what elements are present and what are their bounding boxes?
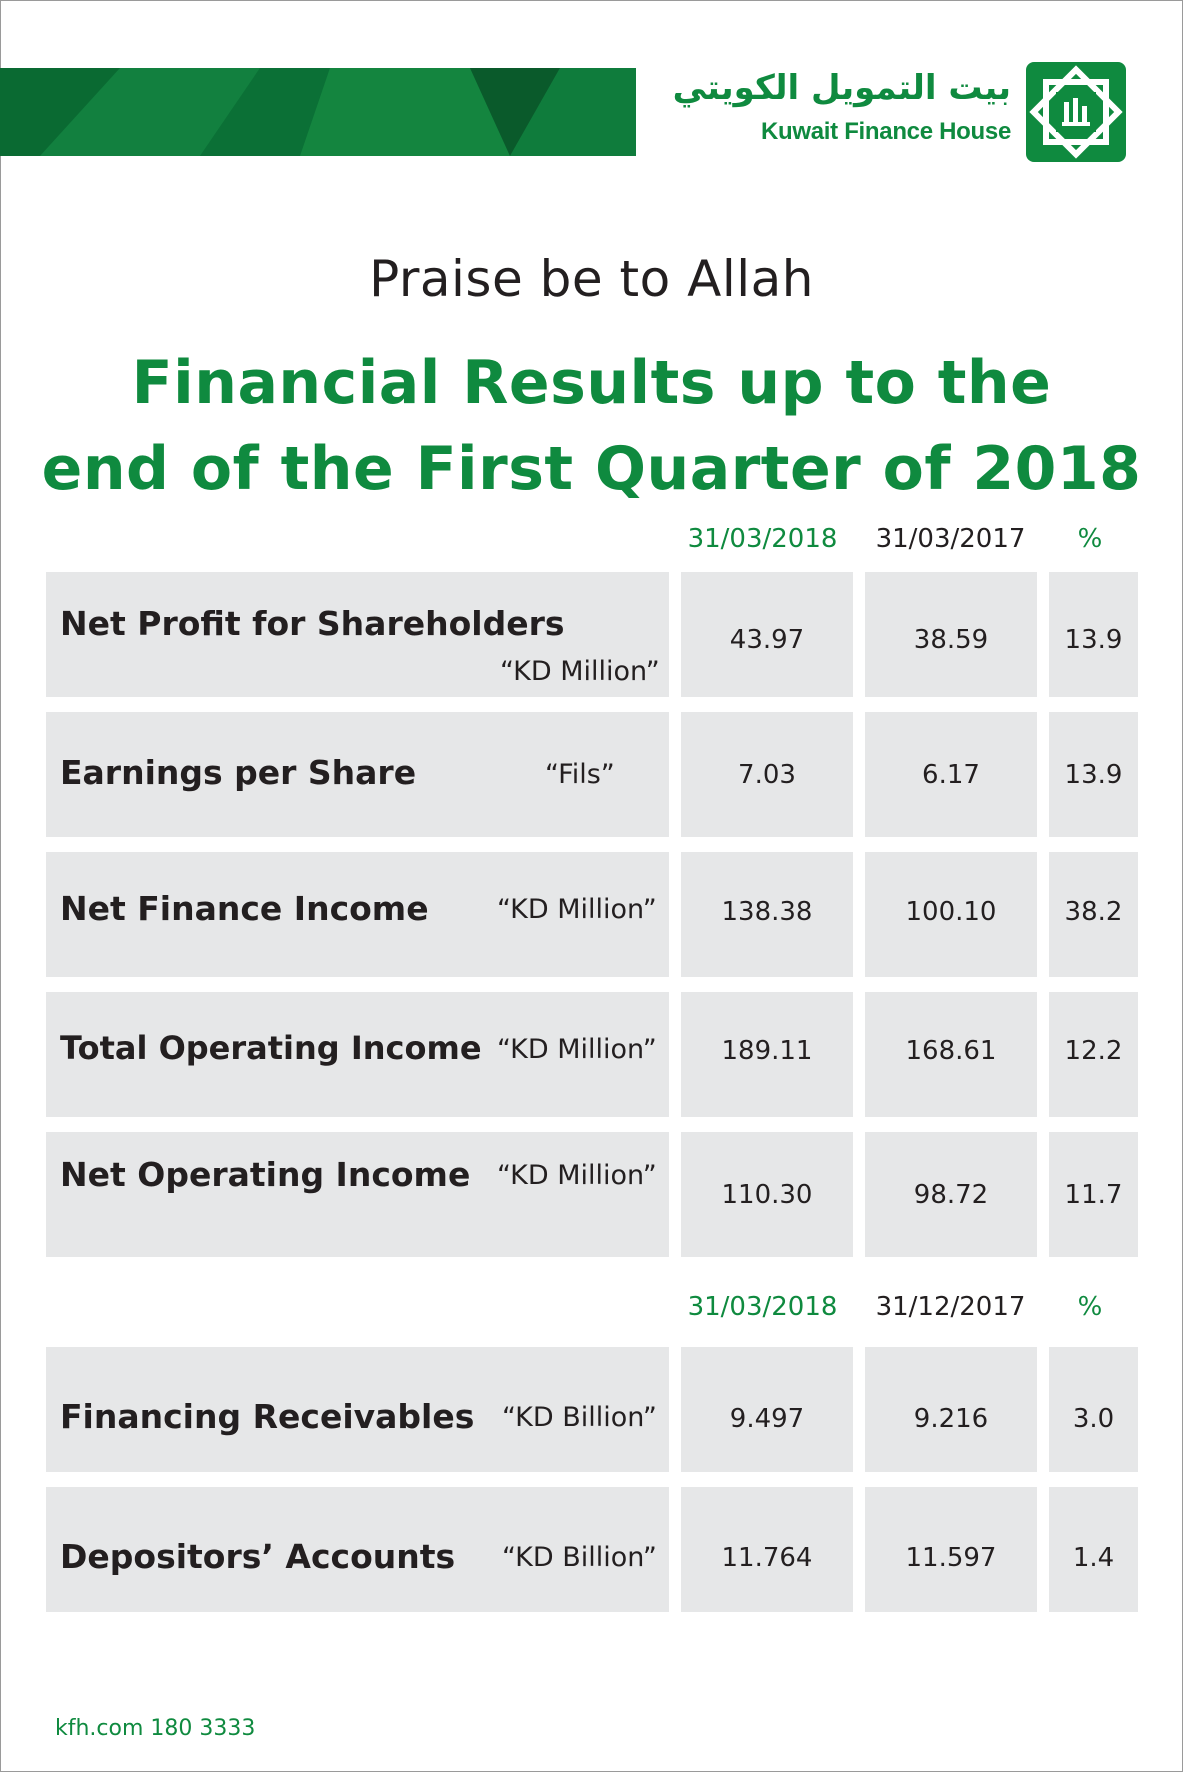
row-value-previous: 6.17 [922, 760, 980, 790]
row-value-pct: 13.9 [1064, 760, 1123, 790]
row-value-pct: 1.4 [1072, 1543, 1115, 1573]
table2-header-current: 31/03/2018 [687, 1292, 838, 1322]
row-value-current: 110.30 [721, 1180, 813, 1210]
row-unit: “KD Billion” [502, 1402, 657, 1433]
row-unit: “KD Million” [497, 894, 657, 925]
footer-contact: kfh.com 180 3333 [55, 1716, 256, 1741]
kfh-emblem-icon [1026, 62, 1126, 162]
row-label: Financing Receivables [60, 1397, 475, 1436]
row-label: Net Profit for Shareholders [60, 604, 565, 643]
row-label: Net Finance Income [60, 889, 429, 928]
logo-english-text: Kuwait Finance House [760, 118, 1011, 145]
header-banner [0, 68, 636, 156]
row-value-current: 189.11 [721, 1036, 813, 1066]
row-unit: “KD Billion” [502, 1542, 657, 1573]
row-value-pct: 38.2 [1064, 897, 1123, 927]
row-value-current: 43.97 [729, 625, 805, 655]
row-unit: “KD Million” [497, 1160, 657, 1191]
row-label: Depositors’ Accounts [60, 1537, 456, 1576]
row-value-current: 7.03 [738, 760, 796, 790]
row-value-current: 11.764 [721, 1543, 813, 1573]
row-value-current: 138.38 [721, 897, 813, 927]
praise-heading: Praise be to Allah [369, 250, 814, 308]
row-value-pct: 13.9 [1064, 625, 1123, 655]
row-value-previous: 11.597 [905, 1543, 997, 1573]
row-value-pct: 3.0 [1072, 1404, 1115, 1434]
row-label: Earnings per Share [60, 753, 417, 792]
row-value-previous: 100.10 [905, 897, 997, 927]
table2-header-pct: % [1077, 1292, 1103, 1322]
row-label: Total Operating Income [60, 1029, 482, 1067]
title-line-1: Financial Results up to the [131, 348, 1052, 418]
row-value-previous: 38.59 [913, 625, 989, 655]
table1-header-previous: 31/03/2017 [875, 524, 1026, 554]
row-label-cell [46, 1132, 669, 1257]
kfh-logo [672, 60, 1126, 164]
page-title [0, 340, 1183, 512]
title-line-2: end of the First Quarter of 2018 [41, 434, 1142, 504]
row-value-previous: 9.216 [913, 1404, 989, 1434]
row-value-pct: 12.2 [1064, 1036, 1123, 1066]
row-value-previous: 98.72 [913, 1180, 989, 1210]
row-unit: “KD Million” [497, 1034, 657, 1065]
table1-header-pct: % [1077, 524, 1103, 554]
row-unit: “KD Million” [500, 656, 660, 687]
row-unit: “Fils” [545, 759, 615, 790]
row-value-pct: 11.7 [1064, 1180, 1123, 1210]
row-value-current: 9.497 [729, 1404, 805, 1434]
row-value-previous: 168.61 [905, 1036, 997, 1066]
row-label: Net Operating Income [60, 1155, 471, 1194]
table2-header-previous: 31/12/2017 [875, 1292, 1026, 1322]
table1-header-current: 31/03/2018 [687, 524, 838, 554]
logo-arabic-text: بيت التمويل الكويتي [672, 68, 1011, 108]
